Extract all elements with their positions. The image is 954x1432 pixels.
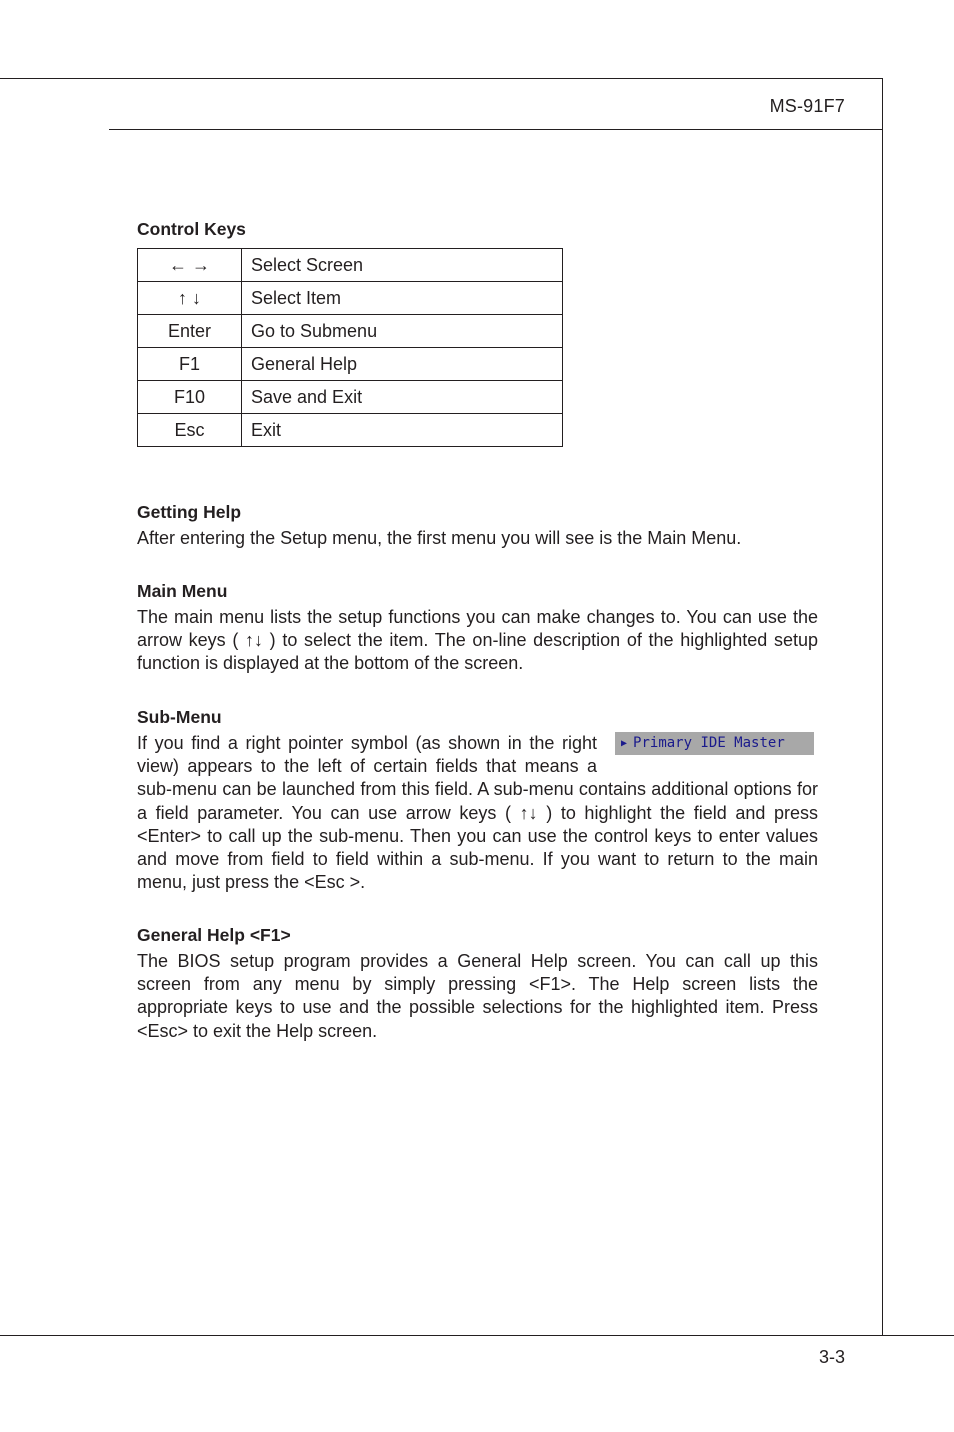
sub-menu-body: If you find a right pointer symbol (as shown in the right view) appears to the left of certain fields that means a sub-menu can be launched from this field. A sub-menu contains additional options for a field parameter. You can use arrow keys ( ↑↓ ) to highlight the field and press <Enter> to call up the sub-menu. Then you can use the control keys to enter values and move from field to field within a sub-menu. If you want to return to the main menu, just press the <Esc >. <box>137 733 818 893</box>
table-row <box>138 282 563 315</box>
action-cell: Go to Submenu <box>242 315 563 348</box>
control-keys-section <box>137 218 818 447</box>
main-menu-body: The main menu lists the setup functions you can make changes to. You can use the arrow keys ( ↑↓ ) to select the item. The on-line description of the highlighted setup function is displayed at the bottom of the screen. <box>137 607 818 674</box>
table-row <box>138 249 563 282</box>
header-underline <box>109 129 883 130</box>
key-cell: Enter <box>138 315 242 348</box>
general-help-heading: General Help <F1> <box>137 925 291 945</box>
action-cell: Exit <box>242 414 563 447</box>
submenu-example-image <box>615 732 814 755</box>
table-row <box>138 381 563 414</box>
table-row <box>138 348 563 381</box>
main-menu-heading: Main Menu <box>137 581 228 601</box>
control-keys-table <box>137 248 563 447</box>
right-pointer-icon: ▶ <box>621 738 628 749</box>
action-cell: Save and Exit <box>242 381 563 414</box>
submenu-example-label: Primary IDE Master <box>633 735 785 751</box>
sub-menu-section <box>137 706 818 894</box>
sub-menu-heading: Sub-Menu <box>137 707 222 727</box>
control-keys-heading: Control Keys <box>137 219 246 239</box>
key-cell: Esc <box>138 414 242 447</box>
getting-help-section <box>137 501 818 550</box>
top-rule <box>0 78 883 79</box>
key-cell: ← → <box>138 249 242 282</box>
action-cell: Select Screen <box>242 249 563 282</box>
getting-help-body: After entering the Setup menu, the first menu you will see is the Main Menu. <box>137 528 742 548</box>
bottom-rule <box>0 1335 954 1336</box>
key-cell: F10 <box>138 381 242 414</box>
action-cell: Select Item <box>242 282 563 315</box>
key-cell: ↑ ↓ <box>138 282 242 315</box>
general-help-section <box>137 924 818 1043</box>
right-margin-rule <box>882 78 883 1335</box>
table-row <box>138 414 563 447</box>
table-row <box>138 315 563 348</box>
getting-help-heading: Getting Help <box>137 502 242 522</box>
page-number: 3-3 <box>818 1347 845 1367</box>
key-cell: F1 <box>138 348 242 381</box>
main-menu-section <box>137 580 818 676</box>
general-help-body: The BIOS setup program provides a General Help screen. You can call up this screen from any menu by simply pressing <F1>. The Help screen lists the appropriate keys to use and the possible selections for the highlighted item. Press <Esc> to exit the Help screen. <box>137 951 818 1041</box>
model-number: MS-91F7 <box>769 96 845 116</box>
action-cell: General Help <box>242 348 563 381</box>
